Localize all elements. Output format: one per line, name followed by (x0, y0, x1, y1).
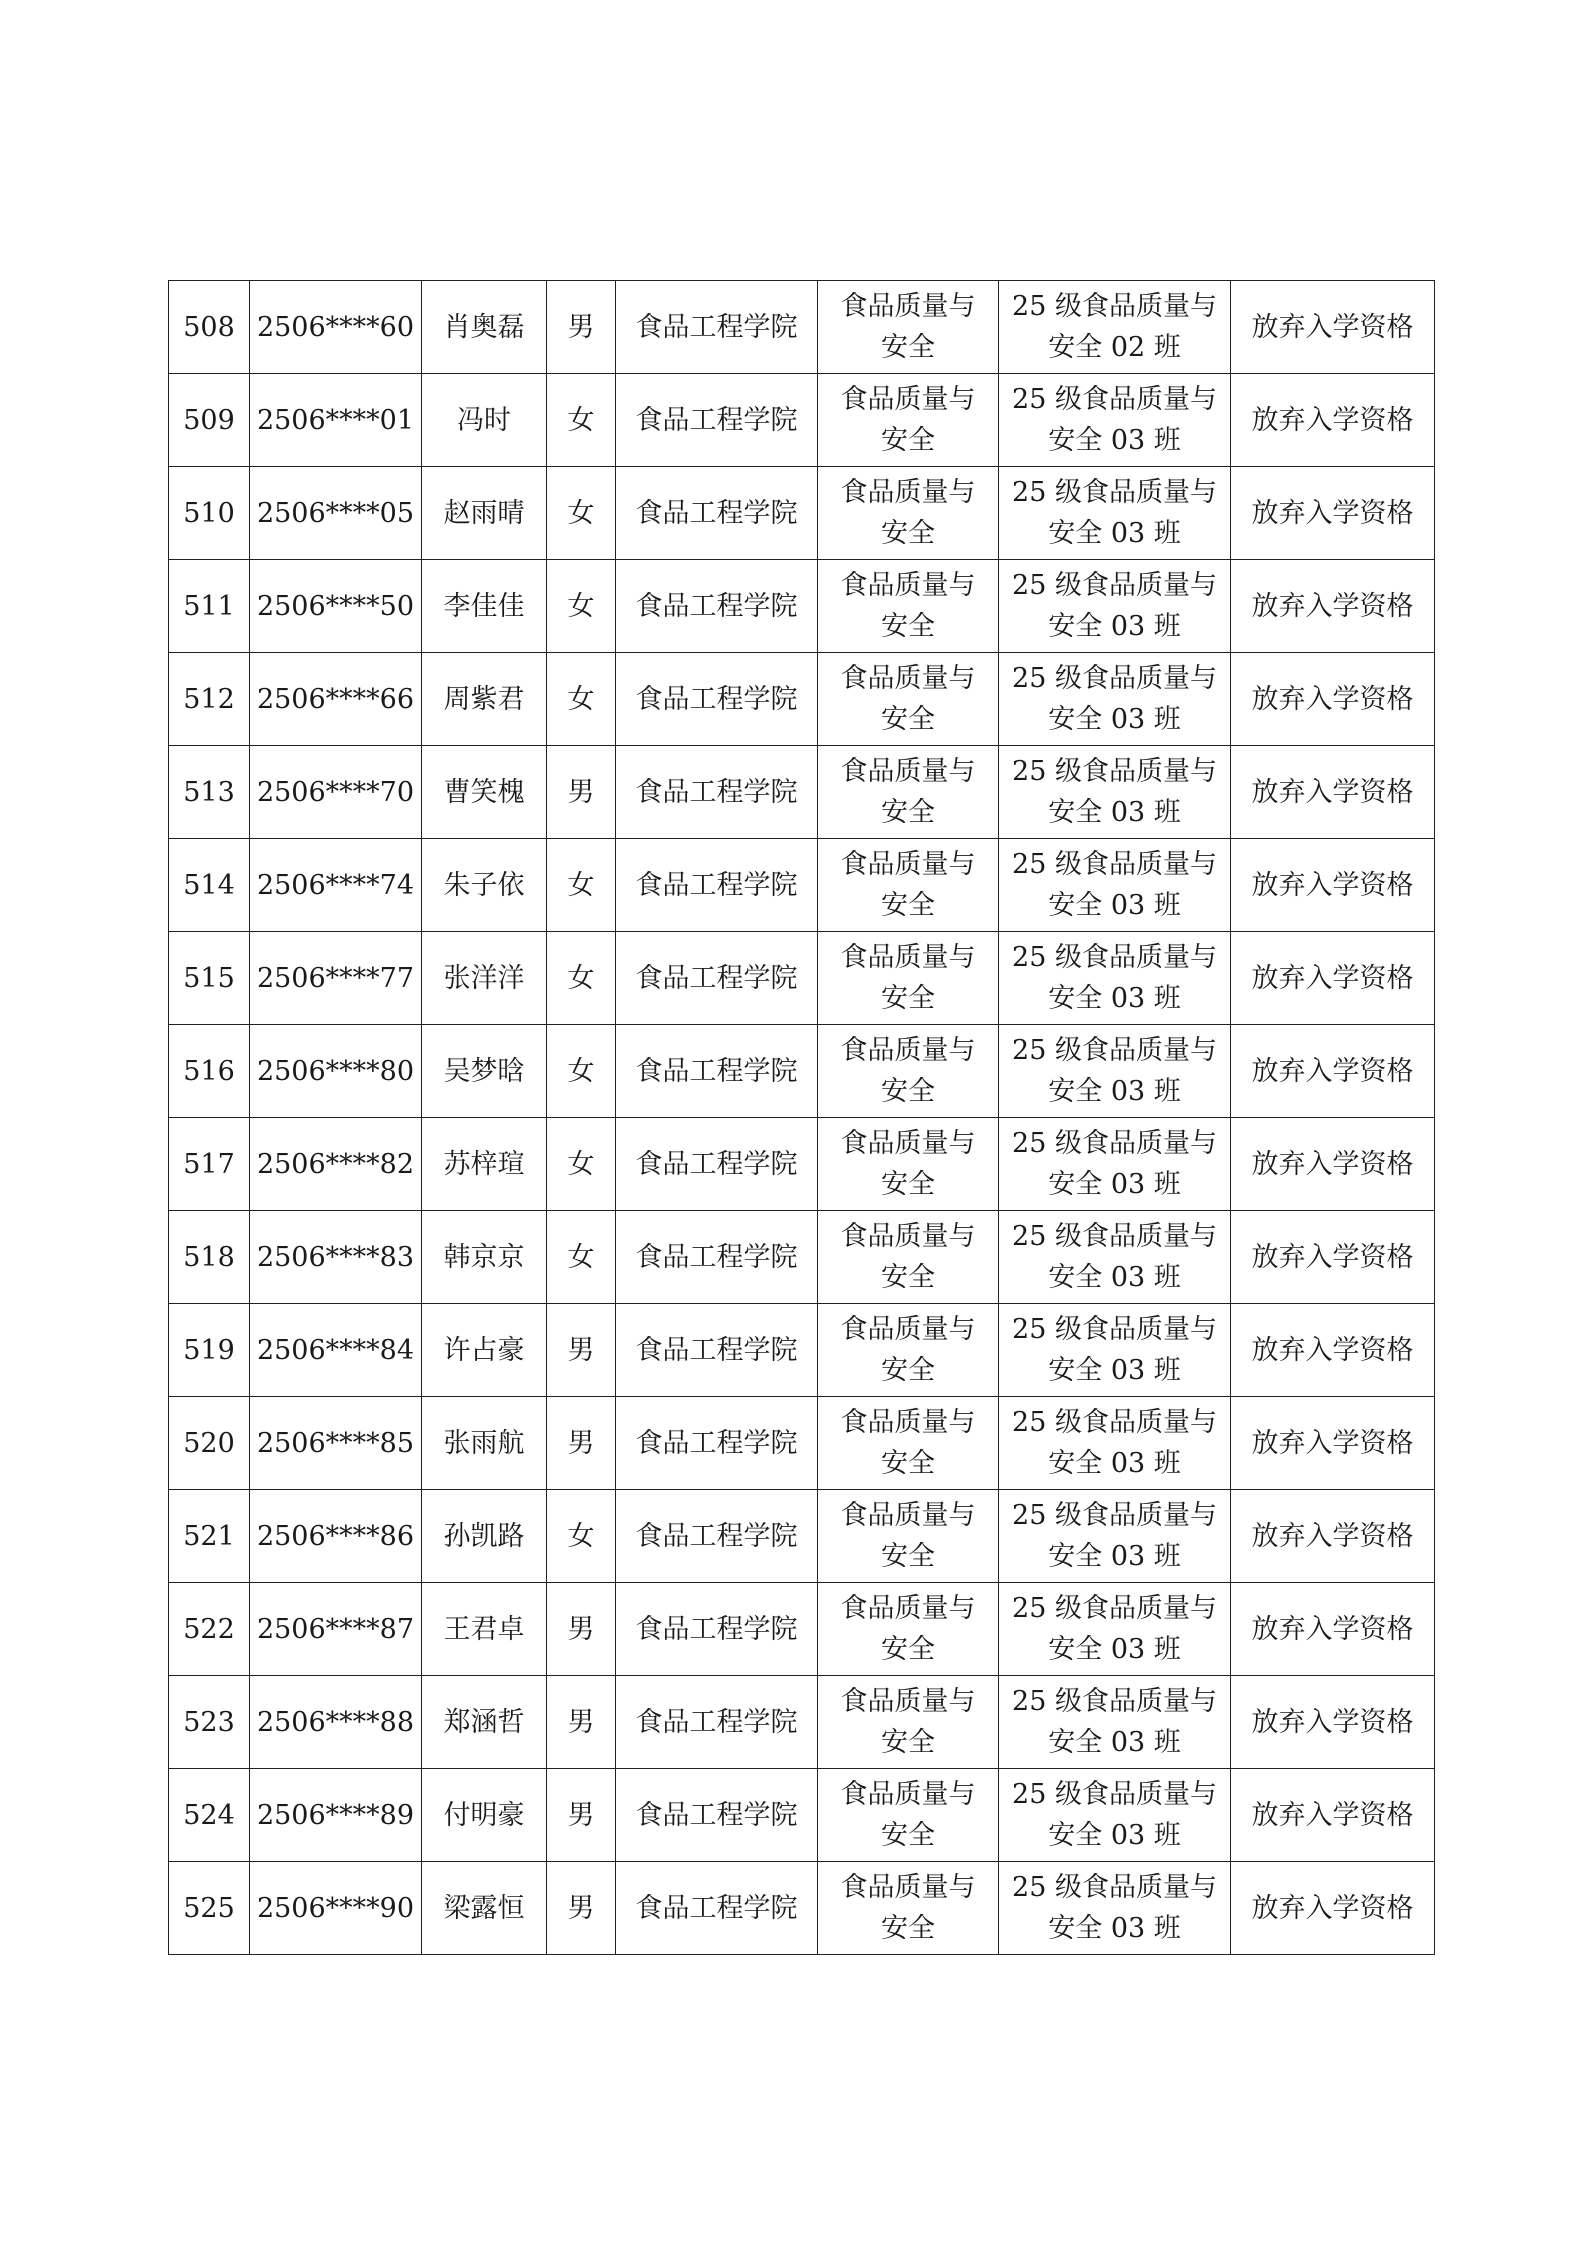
cell-student-id: 2506****86 (250, 1490, 422, 1583)
cell-status: 放弃入学资格 (1231, 653, 1435, 746)
class-text-line: 安全 03 班 (1048, 1448, 1181, 1479)
major-text-line: 安全 (881, 518, 935, 549)
cell-student-name: 孙凯路 (422, 1490, 547, 1583)
cell-gender: 男 (547, 1769, 616, 1862)
cell-student-id: 2506****74 (250, 839, 422, 932)
table-row (169, 1304, 1435, 1397)
class-text-line: 安全 03 班 (1048, 1355, 1181, 1386)
class-text-line: 25 级食品质量与 (1012, 291, 1217, 322)
major-text-line: 安全 (881, 1913, 935, 1944)
cell-student-name: 张雨航 (422, 1397, 547, 1490)
major-text-line: 食品质量与 (840, 1221, 976, 1252)
class-text-line: 25 级食品质量与 (1012, 384, 1217, 415)
table-row (169, 1769, 1435, 1862)
cell-college: 食品工程学院 (616, 1025, 818, 1118)
class-text-line: 25 级食品质量与 (1012, 570, 1217, 601)
cell-student-name: 梁露恒 (422, 1862, 547, 1955)
cell-class (999, 281, 1231, 374)
class-text-line: 安全 03 班 (1048, 1262, 1181, 1293)
cell-student-name: 张洋洋 (422, 932, 547, 1025)
table-row (169, 1862, 1435, 1955)
cell-class (999, 1583, 1231, 1676)
class-text-line: 安全 03 班 (1048, 425, 1181, 456)
cell-gender: 女 (547, 839, 616, 932)
cell-student-name: 苏梓瑄 (422, 1118, 547, 1211)
cell-gender: 男 (547, 1304, 616, 1397)
class-text-line: 25 级食品质量与 (1012, 1128, 1217, 1159)
cell-status: 放弃入学资格 (1231, 1304, 1435, 1397)
cell-class (999, 746, 1231, 839)
cell-student-id: 2506****60 (250, 281, 422, 374)
cell-major (818, 1769, 999, 1862)
cell-serial-number: 514 (169, 839, 250, 932)
cell-major (818, 839, 999, 932)
cell-serial-number: 517 (169, 1118, 250, 1211)
cell-student-id: 2506****87 (250, 1583, 422, 1676)
cell-serial-number: 518 (169, 1211, 250, 1304)
major-text-line: 食品质量与 (840, 756, 976, 787)
cell-college: 食品工程学院 (616, 1211, 818, 1304)
table-row (169, 1118, 1435, 1211)
cell-major (818, 1118, 999, 1211)
cell-student-name: 韩京京 (422, 1211, 547, 1304)
cell-college: 食品工程学院 (616, 839, 818, 932)
cell-status: 放弃入学资格 (1231, 560, 1435, 653)
major-text-line: 安全 (881, 1820, 935, 1851)
cell-student-id: 2506****90 (250, 1862, 422, 1955)
class-text-line: 25 级食品质量与 (1012, 1314, 1217, 1345)
cell-student-id: 2506****83 (250, 1211, 422, 1304)
cell-status: 放弃入学资格 (1231, 1211, 1435, 1304)
class-text-line: 25 级食品质量与 (1012, 1872, 1217, 1903)
cell-class (999, 839, 1231, 932)
cell-gender: 男 (547, 1583, 616, 1676)
cell-status: 放弃入学资格 (1231, 374, 1435, 467)
cell-major (818, 932, 999, 1025)
cell-status: 放弃入学资格 (1231, 1490, 1435, 1583)
cell-student-id: 2506****88 (250, 1676, 422, 1769)
class-text-line: 25 级食品质量与 (1012, 1035, 1217, 1066)
cell-status: 放弃入学资格 (1231, 1769, 1435, 1862)
cell-serial-number: 521 (169, 1490, 250, 1583)
cell-class (999, 1025, 1231, 1118)
table-row (169, 932, 1435, 1025)
class-text-line: 25 级食品质量与 (1012, 849, 1217, 880)
table-row (169, 281, 1435, 374)
class-text-line: 安全 03 班 (1048, 983, 1181, 1014)
table-row (169, 1025, 1435, 1118)
cell-class (999, 1769, 1231, 1862)
cell-gender: 女 (547, 1211, 616, 1304)
cell-major (818, 653, 999, 746)
cell-status: 放弃入学资格 (1231, 746, 1435, 839)
major-text-line: 安全 (881, 1448, 935, 1479)
major-text-line: 安全 (881, 1727, 935, 1758)
major-text-line: 安全 (881, 1076, 935, 1107)
cell-college: 食品工程学院 (616, 374, 818, 467)
cell-status: 放弃入学资格 (1231, 1118, 1435, 1211)
major-text-line: 食品质量与 (840, 1686, 976, 1717)
cell-major (818, 1397, 999, 1490)
cell-major (818, 281, 999, 374)
cell-serial-number: 512 (169, 653, 250, 746)
cell-college: 食品工程学院 (616, 281, 818, 374)
major-text-line: 食品质量与 (840, 1779, 976, 1810)
cell-gender: 男 (547, 281, 616, 374)
cell-serial-number: 508 (169, 281, 250, 374)
cell-student-name: 王君卓 (422, 1583, 547, 1676)
cell-college: 食品工程学院 (616, 1397, 818, 1490)
cell-major (818, 746, 999, 839)
major-text-line: 安全 (881, 983, 935, 1014)
class-text-line: 安全 03 班 (1048, 797, 1181, 828)
cell-serial-number: 520 (169, 1397, 250, 1490)
cell-class (999, 1397, 1231, 1490)
major-text-line: 食品质量与 (840, 1407, 976, 1438)
cell-college: 食品工程学院 (616, 1862, 818, 1955)
class-text-line: 25 级食品质量与 (1012, 1593, 1217, 1624)
cell-student-id: 2506****50 (250, 560, 422, 653)
cell-serial-number: 515 (169, 932, 250, 1025)
cell-student-name: 朱子依 (422, 839, 547, 932)
cell-student-id: 2506****01 (250, 374, 422, 467)
cell-major (818, 1304, 999, 1397)
cell-status: 放弃入学资格 (1231, 1397, 1435, 1490)
class-text-line: 安全 03 班 (1048, 1541, 1181, 1572)
cell-major (818, 374, 999, 467)
cell-serial-number: 524 (169, 1769, 250, 1862)
major-text-line: 食品质量与 (840, 291, 976, 322)
class-text-line: 安全 03 班 (1048, 1169, 1181, 1200)
major-text-line: 安全 (881, 425, 935, 456)
cell-college: 食品工程学院 (616, 560, 818, 653)
cell-college: 食品工程学院 (616, 1304, 818, 1397)
cell-student-name: 冯时 (422, 374, 547, 467)
class-text-line: 安全 02 班 (1048, 332, 1181, 363)
class-text-line: 25 级食品质量与 (1012, 756, 1217, 787)
cell-serial-number: 513 (169, 746, 250, 839)
cell-student-name: 李佳佳 (422, 560, 547, 653)
cell-class (999, 932, 1231, 1025)
table-row (169, 839, 1435, 932)
cell-class (999, 1862, 1231, 1955)
class-text-line: 25 级食品质量与 (1012, 1500, 1217, 1531)
cell-college: 食品工程学院 (616, 1490, 818, 1583)
cell-serial-number: 522 (169, 1583, 250, 1676)
cell-serial-number: 523 (169, 1676, 250, 1769)
table-row (169, 653, 1435, 746)
cell-student-id: 2506****70 (250, 746, 422, 839)
major-text-line: 安全 (881, 1262, 935, 1293)
cell-college: 食品工程学院 (616, 932, 818, 1025)
cell-serial-number: 525 (169, 1862, 250, 1955)
class-text-line: 安全 03 班 (1048, 704, 1181, 735)
cell-major (818, 1025, 999, 1118)
cell-major (818, 1211, 999, 1304)
class-text-line: 25 级食品质量与 (1012, 942, 1217, 973)
table-row (169, 1676, 1435, 1769)
table-row (169, 746, 1435, 839)
class-text-line: 25 级食品质量与 (1012, 1221, 1217, 1252)
major-text-line: 食品质量与 (840, 477, 976, 508)
roster-body (169, 281, 1435, 1955)
cell-class (999, 1304, 1231, 1397)
cell-gender: 男 (547, 1862, 616, 1955)
cell-college: 食品工程学院 (616, 1118, 818, 1211)
cell-college: 食品工程学院 (616, 653, 818, 746)
cell-serial-number: 511 (169, 560, 250, 653)
cell-major (818, 467, 999, 560)
major-text-line: 安全 (881, 1355, 935, 1386)
cell-student-name: 郑涵哲 (422, 1676, 547, 1769)
cell-student-id: 2506****80 (250, 1025, 422, 1118)
class-text-line: 安全 03 班 (1048, 890, 1181, 921)
cell-gender: 女 (547, 932, 616, 1025)
major-text-line: 安全 (881, 332, 935, 363)
cell-student-name: 许占豪 (422, 1304, 547, 1397)
cell-college: 食品工程学院 (616, 746, 818, 839)
cell-student-id: 2506****66 (250, 653, 422, 746)
table-row (169, 374, 1435, 467)
cell-serial-number: 516 (169, 1025, 250, 1118)
major-text-line: 食品质量与 (840, 1872, 976, 1903)
cell-gender: 女 (547, 1490, 616, 1583)
major-text-line: 食品质量与 (840, 1035, 976, 1066)
cell-gender: 女 (547, 374, 616, 467)
class-text-line: 25 级食品质量与 (1012, 1686, 1217, 1717)
cell-student-name: 赵雨晴 (422, 467, 547, 560)
cell-student-id: 2506****85 (250, 1397, 422, 1490)
major-text-line: 安全 (881, 611, 935, 642)
cell-serial-number: 519 (169, 1304, 250, 1397)
class-text-line: 安全 03 班 (1048, 1076, 1181, 1107)
cell-status: 放弃入学资格 (1231, 839, 1435, 932)
cell-class (999, 1118, 1231, 1211)
cell-student-name: 吴梦晗 (422, 1025, 547, 1118)
cell-major (818, 1862, 999, 1955)
class-text-line: 安全 03 班 (1048, 1727, 1181, 1758)
class-text-line: 25 级食品质量与 (1012, 663, 1217, 694)
class-text-line: 25 级食品质量与 (1012, 1407, 1217, 1438)
cell-student-id: 2506****89 (250, 1769, 422, 1862)
major-text-line: 食品质量与 (840, 1128, 976, 1159)
major-text-line: 安全 (881, 1634, 935, 1665)
cell-serial-number: 510 (169, 467, 250, 560)
class-text-line: 安全 03 班 (1048, 1634, 1181, 1665)
cell-class (999, 1490, 1231, 1583)
cell-gender: 女 (547, 653, 616, 746)
class-text-line: 安全 03 班 (1048, 1820, 1181, 1851)
cell-status: 放弃入学资格 (1231, 467, 1435, 560)
cell-status: 放弃入学资格 (1231, 281, 1435, 374)
cell-class (999, 467, 1231, 560)
cell-class (999, 1676, 1231, 1769)
cell-student-name: 肖奥磊 (422, 281, 547, 374)
major-text-line: 食品质量与 (840, 942, 976, 973)
cell-status: 放弃入学资格 (1231, 1676, 1435, 1769)
cell-student-id: 2506****84 (250, 1304, 422, 1397)
cell-student-id: 2506****77 (250, 932, 422, 1025)
cell-gender: 女 (547, 1025, 616, 1118)
cell-college: 食品工程学院 (616, 1583, 818, 1676)
table-row (169, 1490, 1435, 1583)
table-row (169, 1397, 1435, 1490)
cell-college: 食品工程学院 (616, 1769, 818, 1862)
major-text-line: 食品质量与 (840, 1593, 976, 1624)
cell-class (999, 1211, 1231, 1304)
cell-major (818, 1676, 999, 1769)
cell-student-name: 周紫君 (422, 653, 547, 746)
cell-serial-number: 509 (169, 374, 250, 467)
major-text-line: 食品质量与 (840, 1314, 976, 1345)
major-text-line: 食品质量与 (840, 384, 976, 415)
cell-status: 放弃入学资格 (1231, 932, 1435, 1025)
cell-status: 放弃入学资格 (1231, 1583, 1435, 1676)
cell-college: 食品工程学院 (616, 467, 818, 560)
class-text-line: 安全 03 班 (1048, 518, 1181, 549)
table-row (169, 1583, 1435, 1676)
cell-gender: 男 (547, 746, 616, 839)
class-text-line: 安全 03 班 (1048, 1913, 1181, 1944)
table-row (169, 560, 1435, 653)
class-text-line: 安全 03 班 (1048, 611, 1181, 642)
class-text-line: 25 级食品质量与 (1012, 477, 1217, 508)
major-text-line: 食品质量与 (840, 570, 976, 601)
class-text-line: 25 级食品质量与 (1012, 1779, 1217, 1810)
cell-student-id: 2506****82 (250, 1118, 422, 1211)
cell-college: 食品工程学院 (616, 1676, 818, 1769)
cell-status: 放弃入学资格 (1231, 1862, 1435, 1955)
cell-gender: 女 (547, 1118, 616, 1211)
cell-gender: 男 (547, 1676, 616, 1769)
cell-gender: 男 (547, 1397, 616, 1490)
cell-gender: 女 (547, 467, 616, 560)
major-text-line: 食品质量与 (840, 663, 976, 694)
major-text-line: 食品质量与 (840, 1500, 976, 1531)
major-text-line: 安全 (881, 1169, 935, 1200)
cell-major (818, 1583, 999, 1676)
major-text-line: 安全 (881, 797, 935, 828)
cell-status: 放弃入学资格 (1231, 1025, 1435, 1118)
major-text-line: 安全 (881, 890, 935, 921)
major-text-line: 安全 (881, 704, 935, 735)
major-text-line: 食品质量与 (840, 849, 976, 880)
table-row (169, 1211, 1435, 1304)
cell-student-name: 曹笑槐 (422, 746, 547, 839)
cell-major (818, 560, 999, 653)
cell-student-name: 付明豪 (422, 1769, 547, 1862)
cell-class (999, 374, 1231, 467)
cell-class (999, 560, 1231, 653)
cell-major (818, 1490, 999, 1583)
cell-gender: 女 (547, 560, 616, 653)
cell-class (999, 653, 1231, 746)
major-text-line: 安全 (881, 1541, 935, 1572)
cell-student-id: 2506****05 (250, 467, 422, 560)
student-roster-table (168, 280, 1435, 1955)
table-row (169, 467, 1435, 560)
